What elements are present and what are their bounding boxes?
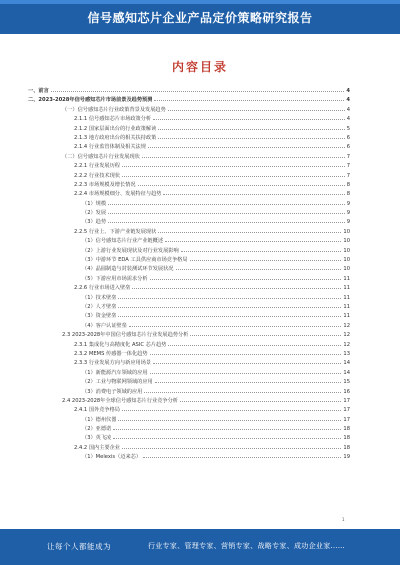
toc-entry-page: 11 [343,294,350,301]
toc-leader-dots [108,199,345,205]
toc-entry-page: 18 [343,435,350,442]
toc-entry-label: 二、2023-2028年信号感知芯片市场前景及趋势预测 [28,97,153,104]
toc-entry-page: 12 [343,332,350,339]
toc-entry[interactable] [28,283,350,292]
toc-entry-page: 7 [346,153,350,160]
toc-entry-label: （3）资金壁垒 [82,313,117,320]
toc-leader-dots [138,180,345,186]
toc-entry-label: 2.1.4 行业监管体制及相关法规 [74,144,146,151]
toc-leader-dots [144,387,341,393]
toc-leader-dots [158,133,344,139]
toc-leader-dots [181,246,342,252]
toc-entry-page: 11 [343,303,350,310]
toc-leader-dots [122,171,345,177]
toc-entry-label: （1）Melexis（迈来芯） [82,454,142,461]
toc-entry[interactable] [28,368,350,377]
toc-entry[interactable] [28,227,350,236]
toc-entry[interactable] [28,161,350,170]
toc-entry-label: （一）信号感知芯片行业政策背景及发展趋势 [62,106,166,113]
toc-entry[interactable] [28,208,350,217]
toc-leader-dots [150,349,342,355]
toc-leader-dots [158,124,344,130]
toc-entry[interactable] [28,293,350,302]
toc-entry-label: 2.3.2 MEMS 传感器一体化趋势 [74,350,148,357]
toc-entry-page: 14 [343,360,350,367]
toc-leader-dots [122,405,341,411]
toc-leader-dots [150,274,342,280]
toc-leader-dots [118,293,341,299]
report-title: 信号感知芯片企业产品定价策略研究报告 [87,11,313,25]
toc-entry-label: （3）趋势 [82,219,107,226]
toc-entry-label: （2）亚德诺 [82,426,112,433]
toc-entry-label: 2.1.3 地方政府出台的相关扶持政策 [74,134,157,141]
toc-entry-label: 2.2.1 行业发展历程 [74,163,120,170]
toc-leader-dots [113,424,341,430]
toc-entry-page: 4 [346,106,350,113]
toc-leader-dots [113,433,341,439]
toc-entry[interactable] [28,189,350,198]
toc-entry-label: （1）新能源汽车领域的应用 [82,369,148,376]
toc-entry-page: 7 [346,172,350,179]
toc-entry[interactable] [28,264,350,273]
toc-entry-label: （1）规模 [82,200,107,207]
toc-entry[interactable] [28,415,350,424]
toc-leader-dots [132,283,341,289]
toc-entry-page: 6 [346,134,350,141]
toc-entry[interactable] [28,452,350,461]
toc-leader-dots [153,358,341,364]
toc-entry[interactable] [28,302,350,311]
toc-leader-dots [153,114,345,120]
toc-entry-label: 2.4.1 国外竞争格局 [74,407,120,414]
toc-entry-label: 2.4 2023-2028年全球信号感知芯片行业竞争分析 [62,397,178,404]
toc-leader-dots [129,321,342,327]
toc-entry-page: 18 [343,444,350,451]
toc-entry[interactable] [28,349,350,358]
toc-leader-dots [143,452,341,458]
toc-entry-page: 8 [346,181,350,188]
page-number: 1 [342,517,345,522]
toc-entry-label: 2.2.5 行业上、下游产业链发展现状 [74,228,157,235]
toc-entry[interactable] [28,152,350,161]
toc-leader-dots [180,396,341,402]
toc-entry[interactable] [28,330,350,339]
toc-entry-label: 2.2.3 市场规模及增长情况 [74,181,136,188]
table-of-contents [28,86,350,462]
toc-entry[interactable] [28,340,350,349]
toc-leader-dots [155,377,342,383]
toc-entry-label: （4）晶圆制造与封装测试环节发展状况 [82,266,174,273]
toc-entry[interactable] [28,255,350,264]
toc-entry-label: 2.3.3 行业发展方向与新应用场景 [74,360,152,367]
toc-leader-dots [158,227,341,233]
toc-entry-page: 18 [343,426,350,433]
toc-entry-page: 4 [346,116,350,123]
toc-leader-dots [176,264,342,270]
toc-entry-page: 16 [343,388,350,395]
toc-entry[interactable] [28,377,350,386]
toc-leader-dots [122,161,345,167]
toc-entry[interactable] [28,311,350,320]
toc-entry-page: 9 [346,200,350,207]
toc-entry-label: （2）工业与物联网领域的应用 [82,379,153,386]
toc-entry-label: 2.3.1 集成化与高精度化 ASIC 芯片趋势 [74,341,167,348]
toc-entry-label: （4）客户认证壁垒 [82,322,127,329]
toc-entry-page: 11 [343,313,350,320]
toc-entry-label: （2）发展 [82,210,107,217]
toc-entry[interactable] [28,86,350,95]
toc-leader-dots [163,189,344,195]
toc-entry-page: 17 [343,397,350,404]
toc-leader-dots [168,105,345,111]
toc-entry[interactable] [28,180,350,189]
toc-entry[interactable] [28,142,350,151]
toc-leader-dots [150,368,342,374]
toc-entry[interactable] [28,217,350,226]
toc-entry[interactable] [28,443,350,452]
toc-entry-label: （3）英飞凌 [82,435,112,442]
toc-entry[interactable] [28,358,350,367]
toc-entry-page: 13 [343,350,350,357]
toc-entry-page: 11 [343,275,350,282]
toc-entry-label: 2.4.2 国内主要企业 [74,444,120,451]
toc-entry-page: 17 [343,416,350,423]
toc-entry[interactable] [28,424,350,433]
toc-entry-page: 9 [346,210,350,217]
toc-leader-dots [154,95,344,101]
toc-entry[interactable] [28,95,350,104]
toc-entry-label: 2.2.2 行业技术现状 [74,172,120,179]
toc-entry-label: 2.2.6 行业市场进入壁垒 [74,285,131,292]
toc-entry[interactable] [28,405,350,414]
toc-entry-page: 5 [346,125,350,132]
toc-entry-page: 17 [343,407,350,414]
toc-entry-label: （1）德州仪器 [82,416,117,423]
toc-entry[interactable] [28,246,350,255]
toc-entry-page: 12 [343,341,350,348]
toc-entry[interactable] [28,321,350,330]
footer-slogan: 让每个人都能成为 [47,542,111,551]
footer-tagline: 行业专家、管理专家、营销专家、战略专家、成功企业家…… [148,542,346,550]
toc-leader-dots [165,236,341,242]
toc-leader-dots [148,142,345,148]
toc-entry-page: 6 [346,144,350,151]
toc-entry[interactable] [28,199,350,208]
toc-entry[interactable] [28,387,350,396]
toc-entry-label: 2.2.4 市场规模细分、发展特征与趋势 [74,191,162,198]
toc-leader-dots [168,340,341,346]
toc-entry-page: 9 [346,219,350,226]
toc-leader-dots [51,86,345,92]
toc-entry-label: 2.1.2 国家层面出台的行业政策解读 [74,125,157,132]
toc-heading: 内容目录 [171,60,228,74]
toc-entry-page: 8 [346,191,350,198]
toc-entry[interactable] [28,133,350,142]
toc-leader-dots [108,208,345,214]
toc-entry[interactable] [28,396,350,405]
toc-entry-label: （二）信号感知芯片行业发展现状 [62,153,140,160]
toc-entry-page: 10 [343,228,350,235]
toc-entry-label: 2.3 2023-2028年中国信号感知芯片行业发展趋势分析 [62,332,189,339]
toc-entry-page: 4 [346,97,350,104]
toc-entry-label: 2.1.1 信号感知芯片市场政策分析 [74,116,152,123]
toc-entry-page: 10 [343,257,350,264]
toc-entry-page: 14 [343,369,350,376]
toc-leader-dots [142,152,345,158]
toc-entry[interactable] [28,274,350,283]
toc-leader-dots [118,415,341,421]
header-stripe [0,0,400,4]
toc-entry-page: 12 [343,322,350,329]
toc-leader-dots [108,217,345,223]
toc-entry-label: （2）上游行业发展现状及对行业发展影响 [82,247,179,254]
toc-entry-label: （3）中游环节 EDA 工具供应商市场竞争格局 [82,257,188,264]
toc-entry-label: （1）信号感知芯片行业产业链概述 [82,238,164,245]
toc-entry[interactable] [28,171,350,180]
toc-entry-label: （3）消费电子领域的应用 [82,388,143,395]
toc-entry-page: 11 [343,285,350,292]
toc-entry-page: 15 [343,379,350,386]
toc-entry-page: 10 [343,247,350,254]
toc-entry[interactable] [28,236,350,245]
toc-entry-page: 7 [346,163,350,170]
toc-entry-page: 10 [343,238,350,245]
toc-entry-label: （2）人才壁垒 [82,303,117,310]
toc-leader-dots [190,255,342,261]
toc-leader-dots [118,311,341,317]
toc-entry[interactable] [28,105,350,114]
toc-entry[interactable] [28,114,350,123]
toc-leader-dots [118,302,341,308]
toc-entry-label: 一、前言 [28,88,49,94]
toc-leader-dots [190,330,341,336]
toc-entry[interactable] [28,433,350,442]
toc-entry-label: （1）技术壁垒 [82,294,117,301]
toc-entry-page: 10 [343,266,350,273]
toc-entry-page: 4 [346,88,350,94]
toc-leader-dots [122,443,341,449]
toc-entry[interactable] [28,124,350,133]
toc-entry-label: （5）下游应用市场需求分析 [82,275,148,282]
toc-entry-page: 19 [343,454,350,461]
